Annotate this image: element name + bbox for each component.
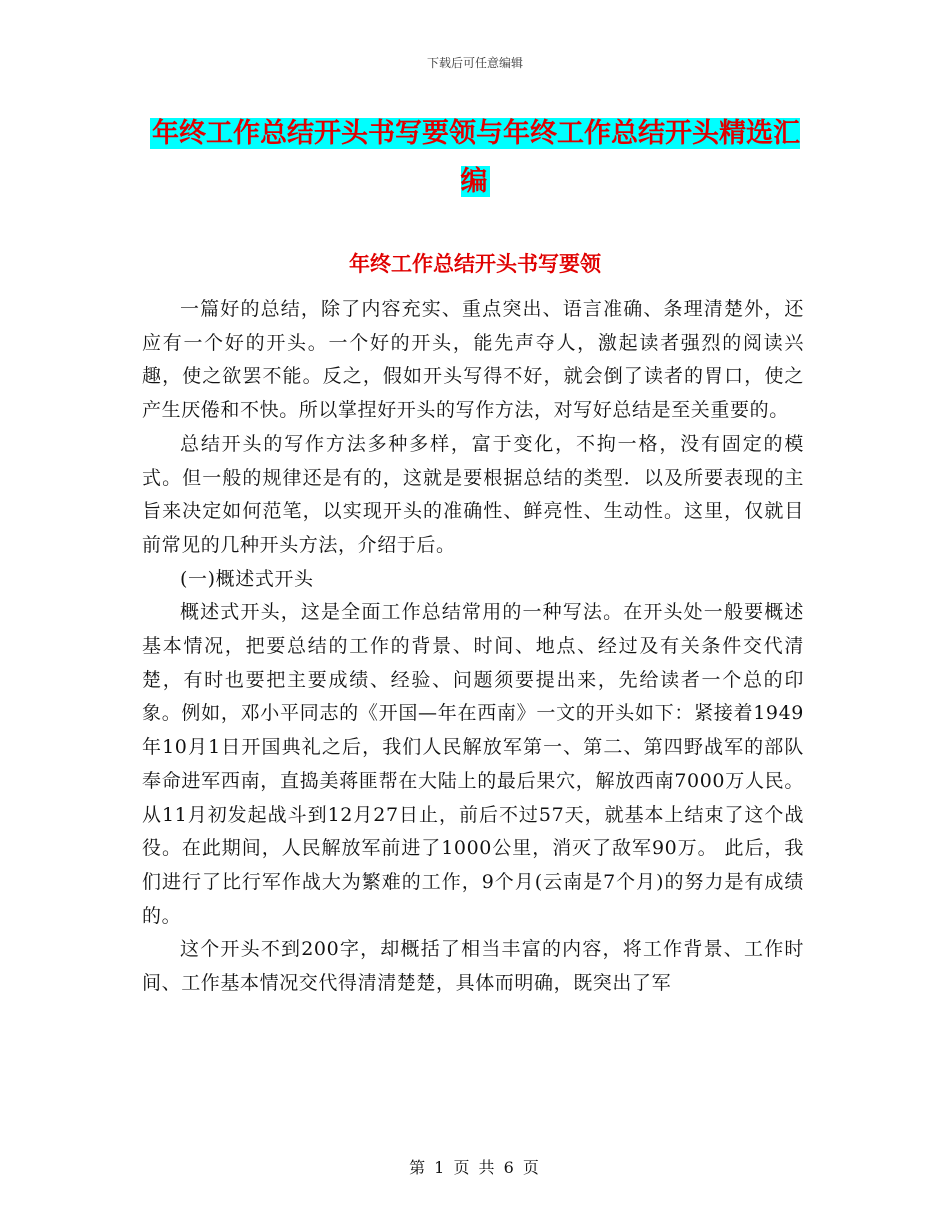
subheading: (一)概述式开头 [180,567,314,590]
section-title: 年终工作总结开头书写要领 [349,252,601,276]
page-footer: 第 1 页 共 6 页 [409,1158,541,1177]
paragraph: 概述式开头，这是全面工作总结常用的一种写法。在开头处一般要概述基本情况，把要总结的工作的背景、时间、地点、经过及有关条件交代清楚，有时也要把主要成绩、经验、问题须要提出来，先给读者一个总的印象。例如，邓小平同志的《开国—年在西南》一文的开头如下：紧接着1949年10月1日开国典礼之后，我们人民解放军第一、第二、第四野战军的部队奉命进军西南，直捣美蒋匪帮在大陆上的最后果穴，解放西南7000万人民。从11月初发起战斗到12月27日止，前后不过57天，就基本上结束了这个战役。在此期间，人民解放军前进了1000公里，消灭了敌军90万。 此后，我们进行了比行军作战大为繁难的工作，9个月(云南是7个月)的努力是有成绩的。 [142,601,804,927]
body-text [142,293,804,1001]
paragraph: 总结开头的写作方法多种多样，富于变化，不拘一格，没有固定的模式。但一般的规律还是有的，这就是要根据总结的类型．以及所要表现的主旨来决定如何范笔，以实现开头的准确性、鲜亮性、生动性。这里，仅就目前常见的几种开头方法，介绍于后。 [142,432,804,556]
header-note: 下载后可任意编辑 [426,56,523,70]
document-title-text: 年终工作总结开头书写要领与年终工作总结开头精选汇编 [152,118,800,197]
paragraph: 这个开头不到200字，却概括了相当丰富的内容，将工作背景、工作时间、工作基本情况交代得清清楚楚，具体而明确，既突出了军 [142,938,804,995]
paragraph: 一篇好的总结，除了内容充实、重点突出、语言准确、条理清楚外，还应有一个好的开头。一个好的开头，能先声夺人，激起读者强烈的阅读兴趣，使之欲罢不能。反之，假如开头写得不好，就会倒了读者的胃口，使之产生厌倦和不快。所以掌捏好开头的写作方法，对写好总结是至关重要的。 [142,298,804,422]
document-title [145,110,805,206]
